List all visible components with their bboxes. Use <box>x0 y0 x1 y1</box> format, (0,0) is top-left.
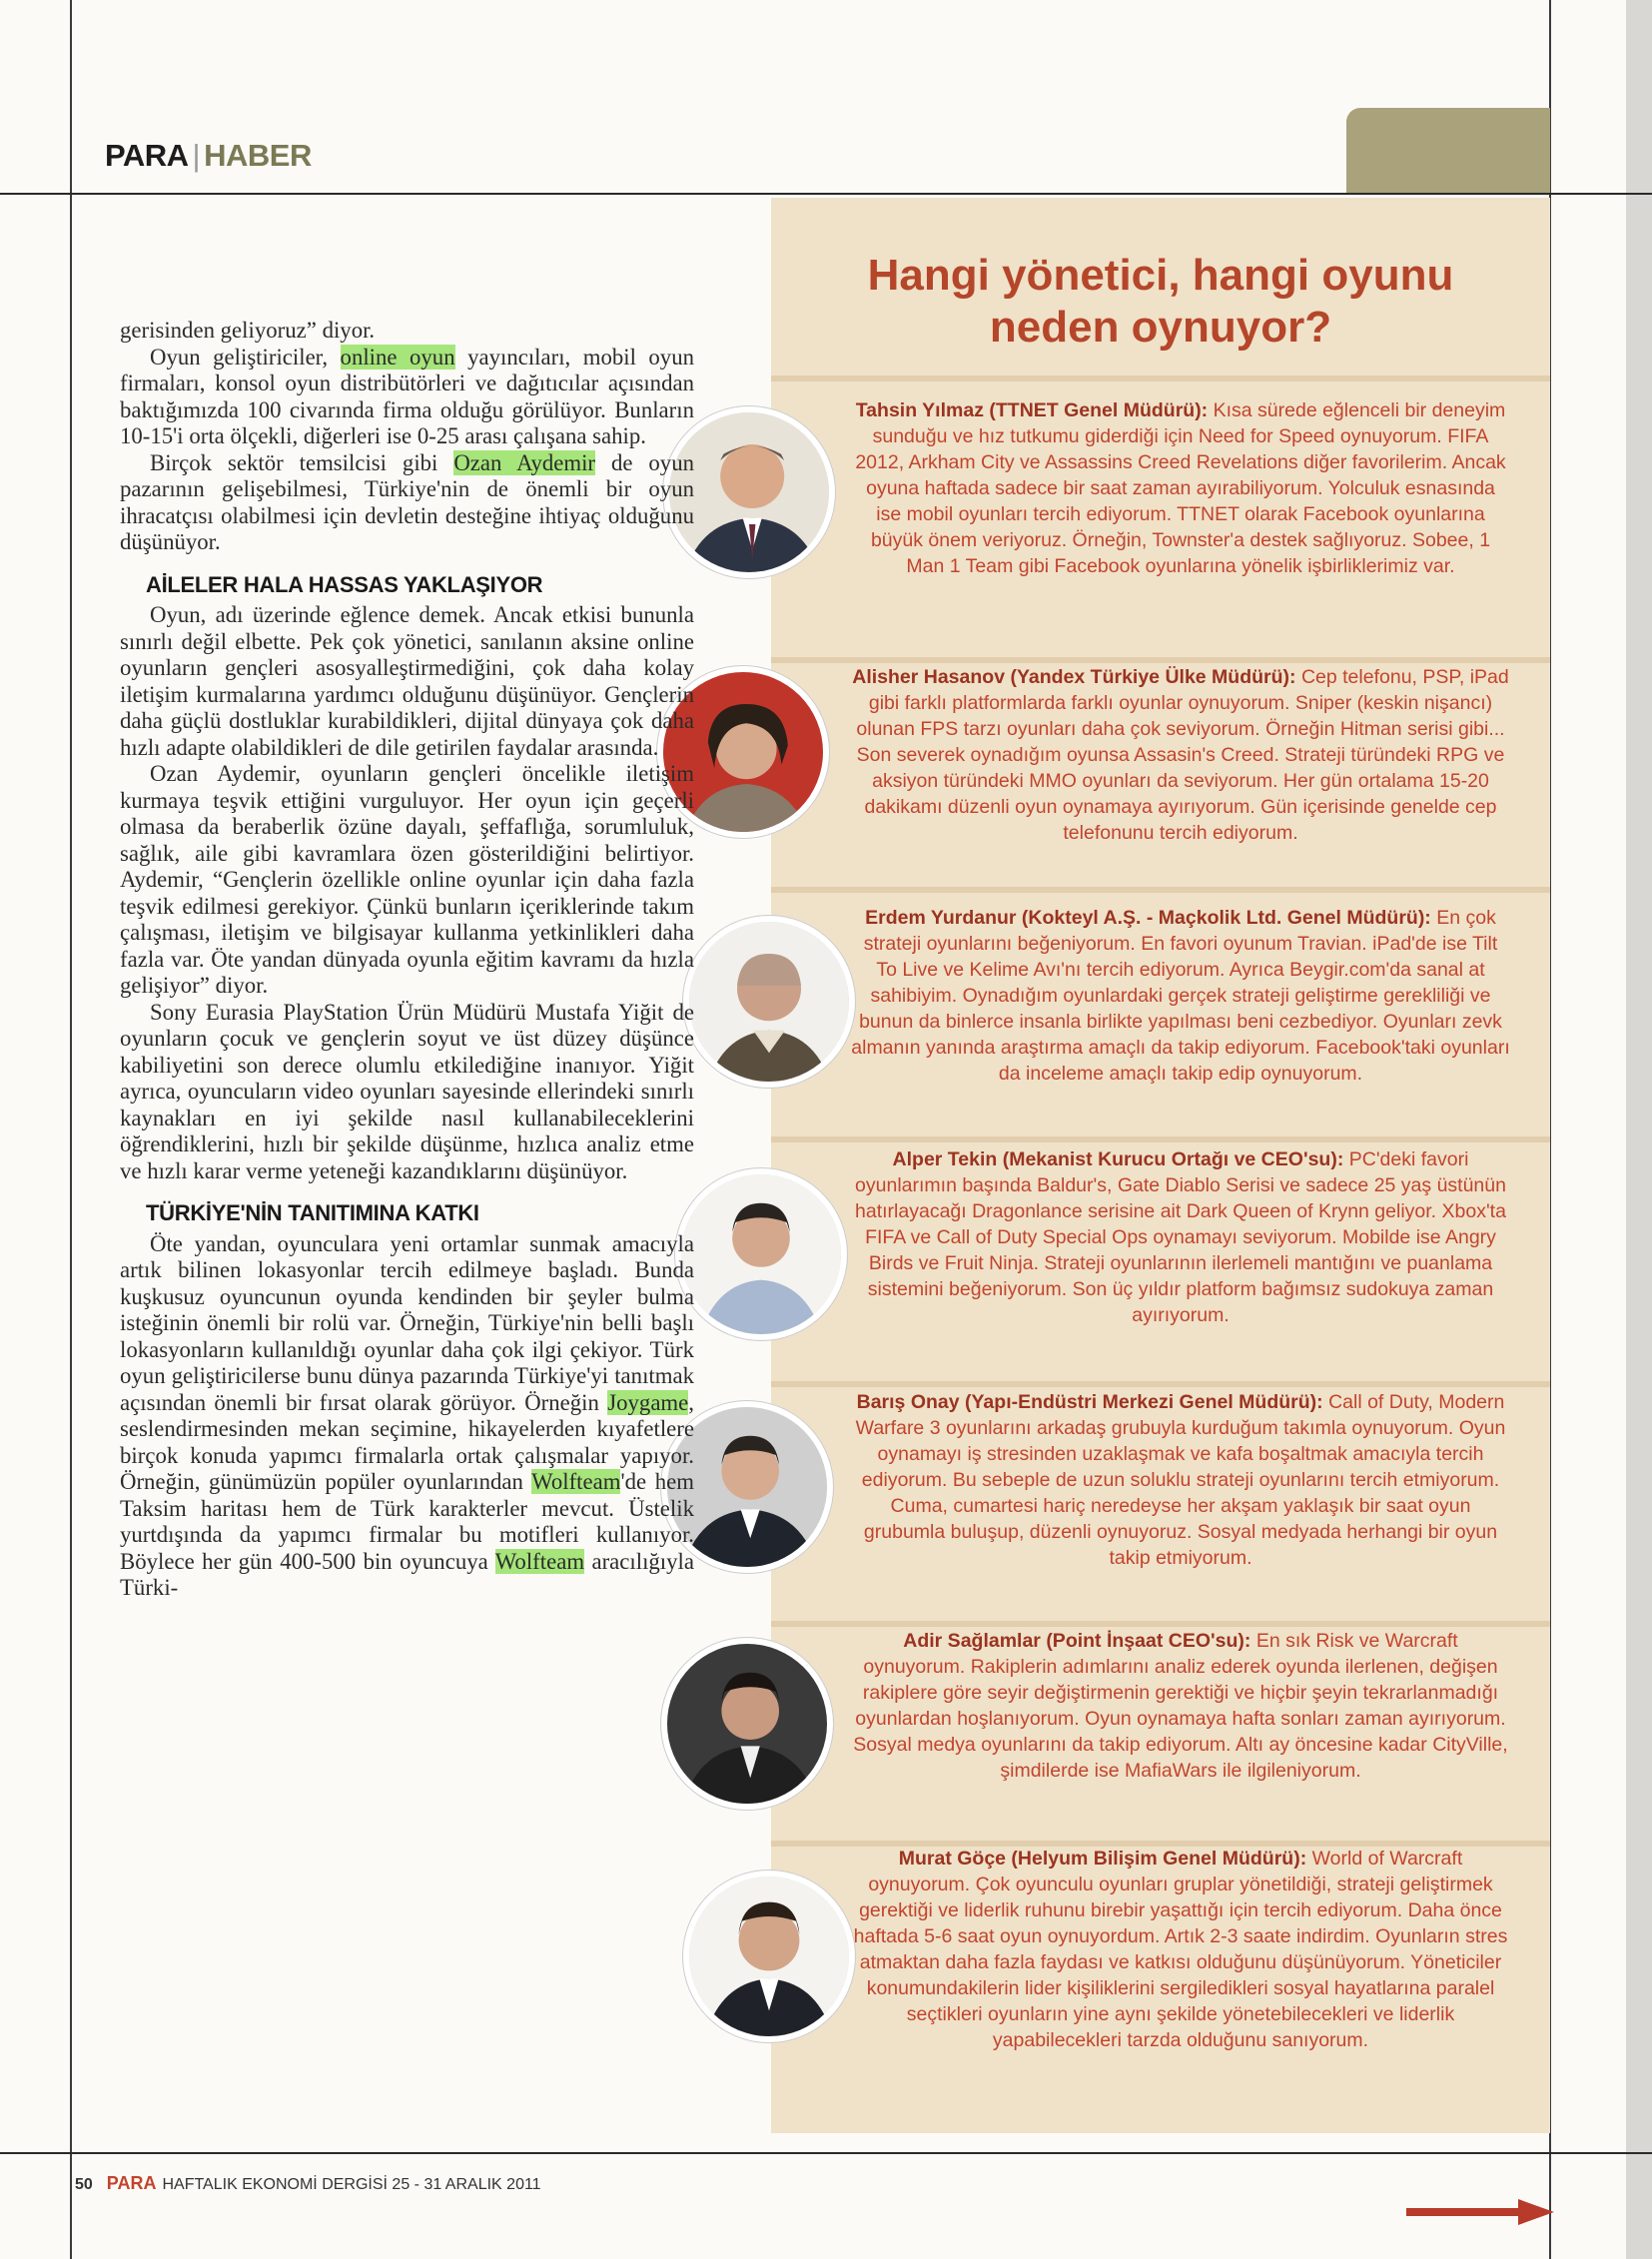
sidebar-title: Hangi yönetici, hangi oyunu neden oynuyor? <box>867 251 1454 352</box>
portrait-photo <box>683 1871 855 2042</box>
portrait-illustration <box>681 1174 841 1334</box>
band-divider <box>771 887 1550 893</box>
band-divider <box>771 376 1550 381</box>
portrait-photo <box>683 916 855 1088</box>
article-paragraph <box>120 345 694 450</box>
quote-text: En sık Risk ve Warcraft oynuyorum. Rakiplerin adımlarını analiz ederek oyunda ilerlenen, değişen rakiplere göre seyir değiştirmenin gerektiği ve hiçbir şeyin tekrarlanmadığı oyunlardan hoşlanıyorum. Oyun oynamaya hafta sonları zaman ayırıyorum. Sosyal medya oyunlarını da takip ediyorum. Altı ay öncesine kadar CityVille, şimdilerde ise MafiaWars ile ilgileniyorum. <box>853 1630 1508 1782</box>
quote-text: World of Warcraft oynuyorum. Çok oyunculu oyunları gruplar yönetildiği, strateji geliştirmek gerektiği ve liderlik ruhunu birebir yaşattığı için tercih ediyorum. Daha önce haftada 5-6 saat oyun oynuyordum. Artık 2-3 saate indirdim. Oyunların stres atmaktan daha fazla faydası ve katkısı olduğunu düşünüyorum. Yöneticiler konumundakilerin lider kişiliklerini sergiledikleri sosyal hayatlarına paralel seçtikleri oyunların yine aynı şekilde yönetebilecekleri ve liderlik yapabilecekleri tarzda olduğunu sanıyorum. <box>853 1848 1508 2051</box>
quote-erdem-yurdanur <box>851 905 1510 1087</box>
quote-name: Alisher Hasanov (Yandex Türkiye Ülke Müdürü): <box>852 666 1296 688</box>
quote-name: Erdem Yurdanur (Kokteyl A.Ş. - Maçkolik Ltd. Genel Müdürü): <box>865 907 1431 929</box>
text-segment: yayıncıları, mobil oyun firmaları, konsol oyun distribütörleri ve dağıtıcılar açısından baktığımızda 100 civarında firma olduğu görülüyor. Bunların 10-15'i orta ölçekli, diğerleri ise 0-25 arası çalışana sahip. <box>120 344 694 448</box>
article-paragraph <box>120 450 694 556</box>
header-rule <box>0 193 1652 195</box>
left-margin-rule <box>70 0 72 2259</box>
quote-text: Cep telefonu, PSP, iPad gibi farklı platformlarda farklı oyunlar oynuyorum. Sniper (keskin nişancı) olunan FPS tarzı oyunları daha çok seviyorum. Örneğin Hitman serisi gibi... Son severek oynadığım oyunsa Assasin's Creed. Strateji türündeki RPG ve aksiyon türündeki MMO oyunları da seviyorum. Her gün ortalama 15-20 dakikamı düzenli oyun oynamaya ayırıyorum. Gün içerisinde genelde cep telefonunu tercih ediyorum. <box>856 666 1509 844</box>
quote-text: En çok strateji oyunlarını beğeniyorum. En favori oyunum Travian. iPad'de ise Tilt To Live ve Kelime Avı'nı tercih ediyorum. Ayrıca Beygir.com'da sanal at sahibiyim. Oynadığım oyunlardaki gerçek strateji geliştirme gerekliliği ve bunun da binlerce insanla birlikte yapılması beni cezbediyor. Oyunları zevk almanın yanında araştırma amaçlı da takip ediyorum. Facebook'taki oyunları da inceleme amaçlı takip edip oynuyorum. <box>851 907 1510 1085</box>
highlight-online-oyun: online oyun <box>340 344 455 370</box>
quote-baris-onay <box>851 1389 1510 1571</box>
article-paragraph: Sony Eurasia PlayStation Ürün Müdürü Mustafa Yiğit de oyunların çocuk ve gençlerin soyut ve üst düzey düşünce kabiliyetini son derece olumlu etkilediğine inanıyor. Yiğit ayrıca, oyuncuların video oyunları sayesinde ellerindeki sınırlı kaynakları en iyi şekilde nasıl kullanabileceklerini öğrendiklerini, hızlı bir şekilde düşünme, hızlıca analiz etme ve hızlı karar verme yeteneği kazandıklarını düşünüyor. <box>120 999 694 1183</box>
footer-brand: PARA <box>106 2173 157 2193</box>
section-name: PARA <box>105 138 189 173</box>
band-divider <box>771 1621 1550 1627</box>
quote-alper-tekin <box>851 1146 1510 1328</box>
article-paragraph: Ozan Aydemir, oyunların gençleri öncelikle iletişim kurmaya teşvik ettiğini vurguluyor. Her oyun için geçerli olmasa da beraberlik özüne dayalı, şeffaflığa, sorumluluk, sağlık, aile gibi kavramlara özen gösterildiğini belirtiyor. Aydemir, “Gençlerin özellikle online oyunlar için daha fazla teşvik edilmesi gerekiyor. Çünkü bunların içeriklerinde takım çalışması, iletişim ve bilgisayar kullanma yetkinlikleri daha fazla var. Öte yandan dünyada oyunla eğitim kavramı da hızla gelişiyor” diyor. <box>120 761 694 998</box>
portrait-illustration <box>689 922 849 1082</box>
footer-publication: HAFTALIK EKONOMİ DERGİSİ 25 - 31 ARALIK 2011 <box>162 2176 541 2193</box>
header-separator: | <box>192 138 201 173</box>
text-segment: , seslendirmesinden mekan seçimine, hikayelerden kıyafetlere birçok konuda yapımcı firmalarla ortak çalışmalar yapıyor. Örneğin, günümüzün popüler oyunlarından <box>120 1389 694 1494</box>
portrait-photo <box>675 1168 847 1340</box>
quote-murat-goce <box>851 1846 1510 2053</box>
article-paragraph: Oyun, adı üzerinde eğlence demek. Ancak etkisi bununla sınırlı değil elbette. Pek çok yönetici, sanılanın aksine online oyunların gençleri asosyalleştirmediğini, çok daha kolay iletişim kurmalarına yardımcı olduğunu düşünüyor. Gençlerin daha güçlü dostluklar kurabildikleri, dijital dünyaya çok daha hızlı adapte olabildikleri de dile getirilen faydalar arasında. <box>120 602 694 760</box>
band-divider <box>771 1136 1550 1142</box>
subheading-aileler: AİLELER HALA HASSAS YAKLAŞIYOR <box>146 571 543 597</box>
quote-name: Tahsin Yılmaz (TTNET Genel Müdürü): <box>855 399 1209 421</box>
quote-name: Adir Sağlamlar (Point İnşaat CEO'su): <box>903 1630 1251 1652</box>
text-segment: 'de hem Taksim haritası hem de Türk karakterler mevcut. Üstelik yurtdışında da yapımcı firmalar bu motifleri kullanıyor. Böylece her gün 400-500 bin oyuncuya <box>120 1469 694 1574</box>
quote-text: Call of Duty, Modern Warfare 3 oyunlarını arkadaş grubuyla kurduğum takımla oynuyorum. Oyun oynamayı iş stresinden uzaklaşmak ve kafa boşaltmak amacıyla tercih ediyorum. Bu sebeple de uzun soluklu strateji oyunlarını tercih etmiyorum. Cuma, cumartesi hariç neredeyse her akşam yaklaşık bir saat oyun grubumla buluşup, düzenli oynuyoruz. Sosyal medyada herhangi bir oyun takip etmiyorum. <box>855 1391 1506 1569</box>
quote-name: Murat Göçe (Helyum Bilişim Genel Müdürü): <box>898 1848 1307 1870</box>
band-divider <box>771 1381 1550 1387</box>
quote-text: Kısa sürede eğlenceli bir deneyim sunduğu ve hız tutkumu giderdiği için Need for Speed oynuyorum. FIFA 2012, Arkham City ve Assassins Creed Revelations diğer favorilerim. Ancak oyuna haftada sadece bir saat zaman ayırabiliyorum. Yolculuk esnasında ise mobil oyunları tercih ediyorum. TTNET olarak Facebook oyunlarına büyük önem veriyoruz. Örneğin, Townster'a destek sağlıyoruz. Sobee, 1 Man 1 Team gibi Facebook oyunlarına yönelik işbirliklerimiz var. <box>855 399 1506 577</box>
band-divider <box>771 657 1550 663</box>
article-body <box>120 318 694 1602</box>
highlight-ozan-aydemir: Ozan Aydemir <box>453 449 596 475</box>
highlight-joygame: Joygame <box>607 1389 689 1415</box>
page-number: 50 <box>75 2176 93 2193</box>
portrait-illustration <box>667 1644 827 1804</box>
page-edge <box>1626 0 1652 2259</box>
page-footer <box>75 2173 541 2194</box>
quote-alisher-hasanov <box>851 664 1510 846</box>
quote-tahsin-yilmaz <box>851 397 1510 579</box>
quote-name: Barış Onay (Yapı-Endüstri Merkezi Genel Müdürü): <box>856 1391 1323 1413</box>
article-paragraph <box>120 1231 694 1602</box>
portrait-illustration <box>689 1877 849 2036</box>
quote-adir-saglamlar <box>851 1628 1510 1784</box>
quote-text: PC'deki favori oyunlarımın başında Baldur's, Gate Diablo Serisi ve sadece 25 yaş üstünün hatırlayacağı Dragonlance serisine ait Dark Queen of Krynn geliyor. Xbox'ta FIFA ve Call of Duty Special Ops oynamayı seviyorum. Mobilde ise Angry Birds ve Fruit Ninja. Strateji oyunlarının ilerlemeli mantığını ve puanlama sistemini beğeniyorum. Son üç yıldır platform bağımsız sudokuya zaman ayırıyorum. <box>855 1148 1506 1326</box>
continue-arrow-icon <box>1406 2197 1556 2227</box>
text-segment: Öte yandan, oyunculara yeni ortamlar sunmak amacıyla artık bilinen lokasyonlar tercih edilmeye başladı. Bunda kuşkusuz oyuncunun oyunda kendinden bir şeyler bulma isteğinin önemli bir rolü var. Örneğin, Türkiye'nin belli başlı lokasyonların kullanıldığı oyunlar daha çok ilgi çekiyor. Türk oyun geliştiricilerse bunu dünya pazarında Türkiye'yi tanıtmak açısından önemli bir fırsat olarak görüyor. Örneğin <box>120 1230 694 1415</box>
section-header <box>105 138 312 174</box>
portrait-photo <box>661 1638 833 1810</box>
text-segment: Oyun geliştiriciler, <box>150 344 341 370</box>
text-segment: Birçok sektör temsilcisi gibi <box>150 449 454 475</box>
footer-rule <box>0 2152 1652 2154</box>
text-segment: aracılığıyla Türki- <box>120 1548 694 1600</box>
section-tab <box>1346 108 1550 194</box>
quote-name: Alper Tekin (Mekanist Kurucu Ortağı ve CEO'su): <box>892 1148 1344 1170</box>
section-category: HABER <box>204 138 312 173</box>
sidebar-box <box>771 198 1550 2133</box>
highlight-wolfteam: Wolfteam <box>531 1469 621 1494</box>
highlight-wolfteam: Wolfteam <box>494 1548 585 1574</box>
article-paragraph: gerisinden geliyoruz” diyor. <box>120 318 376 343</box>
subheading-turkiye: TÜRKİYE'NİN TANITIMINA KATKI <box>146 1200 479 1225</box>
text-segment: de oyun pazarının gelişebilmesi, Türkiye'nin de önemli bir oyun ihracatçısı olabilmesi için devletin desteğine ihtiyaç olduğunu düşünüyor. <box>120 449 694 554</box>
